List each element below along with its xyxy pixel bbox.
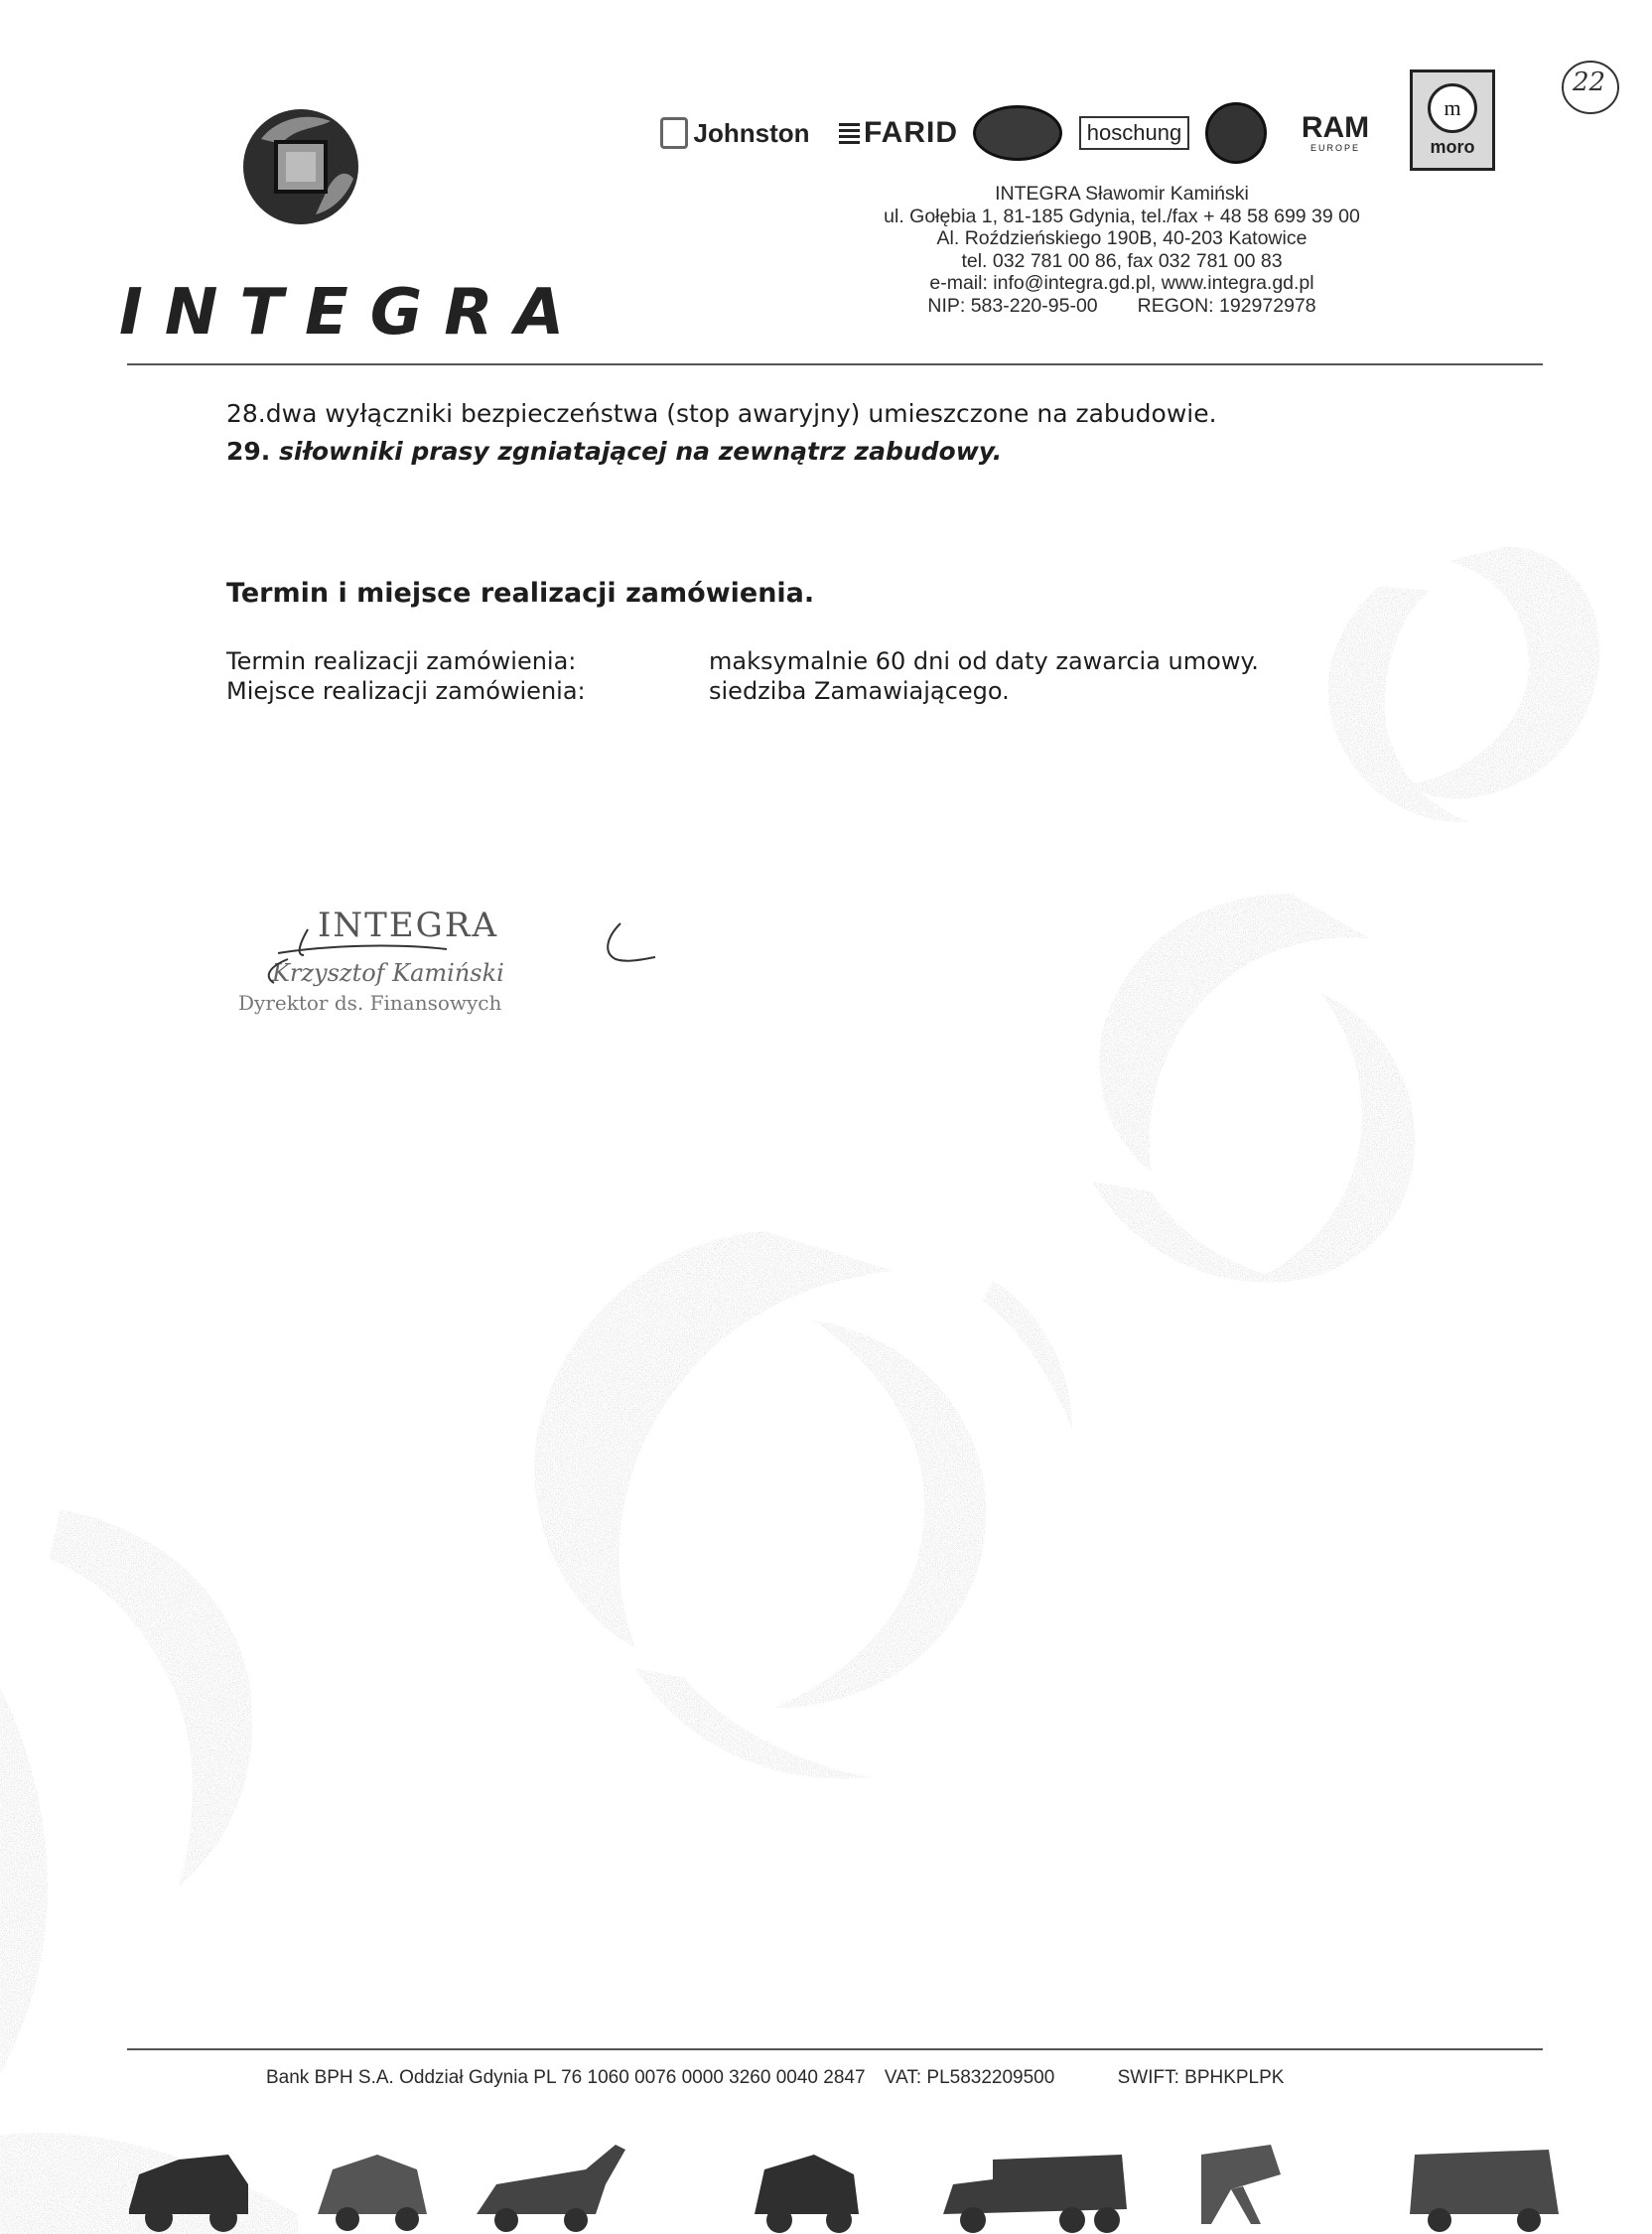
street-sweeper-icon	[318, 2155, 427, 2231]
brand-ram: RAM EUROPE	[1301, 111, 1370, 153]
company-contact-block	[774, 183, 1469, 317]
list-item-29-text: siłowniki prasy zgniatającej na zewnątrz zabudowy.	[279, 437, 1003, 466]
stamp-title: Dyrektor ds. Finansowych	[238, 991, 502, 1015]
signature-stamp	[238, 894, 755, 1092]
delivery-term-value: maksymalnie 60 dni od daty zawarcia umowy.	[709, 647, 1259, 675]
globe-logo-icon	[236, 99, 365, 228]
spreader-equipment-icon	[1201, 2145, 1281, 2224]
company-name-line: INTEGRA Sławomir Kamiński	[995, 183, 1249, 205]
header-divider	[127, 363, 1543, 365]
bank-account: Bank BPH S.A. Oddział Gdynia PL 76 1060 0076 0000 3260 0040 2847	[266, 2067, 866, 2088]
garbage-truck-icon	[1410, 2150, 1559, 2232]
section-heading: Termin i miejsce realizacji zamówienia.	[226, 578, 815, 609]
list-item-29-number: 29.	[226, 437, 271, 466]
partner-brand-logos	[645, 94, 1569, 193]
page-number: 22	[1559, 58, 1622, 121]
company-logo	[119, 99, 587, 349]
list-item-29	[226, 437, 1002, 466]
brand-hoschung: hoschung	[1077, 103, 1191, 163]
footer-bank-line	[266, 2067, 1284, 2089]
sweeper-truck-icon	[129, 2155, 248, 2232]
phone-katowice-line: tel. 032 781 00 86, fax 032 781 00 83	[961, 249, 1283, 272]
brand-farid: FARID	[839, 103, 958, 163]
brand-oval-badge	[973, 103, 1062, 163]
stamp-company: INTEGRA	[318, 906, 498, 945]
handwritten-signature-icon	[238, 894, 755, 1043]
delivery-place-label: Miejsce realizacji zamówienia:	[226, 677, 586, 705]
moro-circle-icon: m	[1428, 83, 1477, 133]
delivery-term-label: Termin realizacji zamówienia:	[226, 647, 577, 675]
address-katowice-line: Al. Roździeńskiego 190B, 40-203 Katowice	[936, 227, 1308, 249]
vehicle-photo-strip	[119, 2115, 1569, 2234]
compact-truck-icon	[755, 2155, 859, 2233]
tanker-truck-icon	[943, 2155, 1127, 2233]
oval-badge-icon	[973, 105, 1062, 161]
vat-number: VAT: PL5832209500	[884, 2067, 1055, 2088]
logo-wordmark: INTEGRA	[119, 276, 587, 349]
nip-number: NIP: 583-220-95-00	[927, 294, 1098, 317]
nip-regon-line	[774, 295, 1469, 318]
loader-truck-icon	[477, 2145, 625, 2232]
round-badge-icon	[1205, 102, 1267, 164]
delivery-place-value: siedziba Zamawiającego.	[709, 677, 1010, 705]
stamp-name: Krzysztof Kamiński	[272, 959, 504, 987]
brand-round-badge	[1201, 103, 1271, 163]
email-web-line: e-mail: info@integra.gd.pl, www.integra.gd.pl	[929, 272, 1314, 294]
address-gdynia-line: ul. Gołębia 1, 81-185 Gdynia, tel./fax + 48 58 699 39 00	[884, 205, 1360, 227]
regon-number: REGON: 192972978	[1137, 294, 1316, 317]
farid-stripes-icon	[839, 122, 860, 144]
list-item-28: 28.dwa wyłączniki bezpieczeństwa (stop awaryjny) umieszczone na zabudowie.	[226, 399, 1217, 428]
johnston-mark-icon	[660, 117, 688, 149]
swift-code: SWIFT: BPHKPLPK	[1117, 2067, 1285, 2088]
footer-divider	[127, 2048, 1543, 2050]
brand-johnston: Johnston	[645, 103, 824, 163]
brand-moro: m moro	[1410, 70, 1495, 171]
